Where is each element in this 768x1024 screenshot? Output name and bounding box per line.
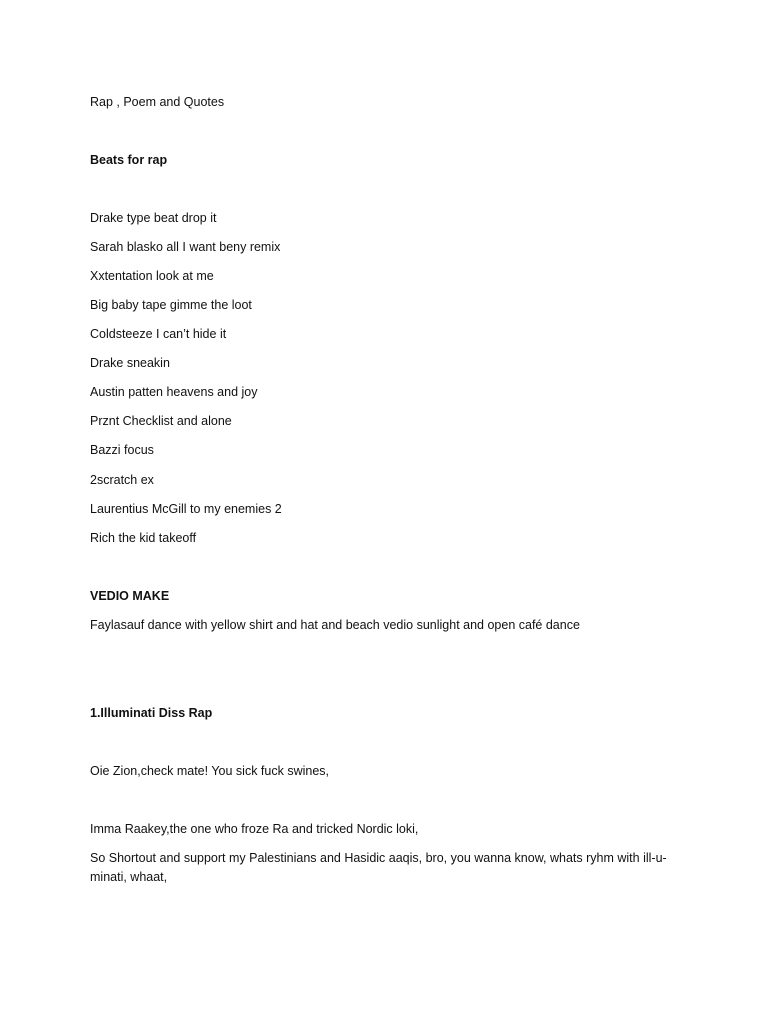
beat-item: Sarah blasko all I want beny remix <box>90 240 281 254</box>
beat-item: Austin patten heavens and joy <box>90 385 258 399</box>
beat-item: Prznt Checklist and alone <box>90 414 232 428</box>
beat-item: Rich the kid takeoff <box>90 531 197 545</box>
beat-item: Coldsteeze I can’t hide it <box>90 327 227 341</box>
document-title: Rap , Poem and Quotes <box>90 95 225 109</box>
beat-item: 2scratch ex <box>90 473 154 487</box>
beat-item: Drake type beat drop it <box>90 211 217 225</box>
beat-item: Laurentius McGill to my enemies 2 <box>90 502 282 516</box>
beat-item: Bazzi focus <box>90 443 154 457</box>
lyric-line: Imma Raakey,the one who froze Ra and tricked Nordic loki, <box>90 822 419 836</box>
beat-item: Big baby tape gimme the loot <box>90 298 252 312</box>
diss-heading: 1.Illuminati Diss Rap <box>90 706 213 720</box>
beat-item: Drake sneakin <box>90 356 170 370</box>
lyric-line: Oie Zion,check mate! You sick fuck swines, <box>90 764 329 778</box>
beat-item: Xxtentation look at me <box>90 269 214 283</box>
lyric-line: So Shortout and support my Palestinians and Hasidic aaqis, bro, you wanna know, whats ryhm with ill-u-minati, whaat, <box>90 851 667 884</box>
video-text: Faylasauf dance with yellow shirt and hat and beach vedio sunlight and open café dance <box>90 618 580 632</box>
beats-heading: Beats for rap <box>90 153 168 167</box>
video-heading: VEDIO MAKE <box>90 589 170 603</box>
